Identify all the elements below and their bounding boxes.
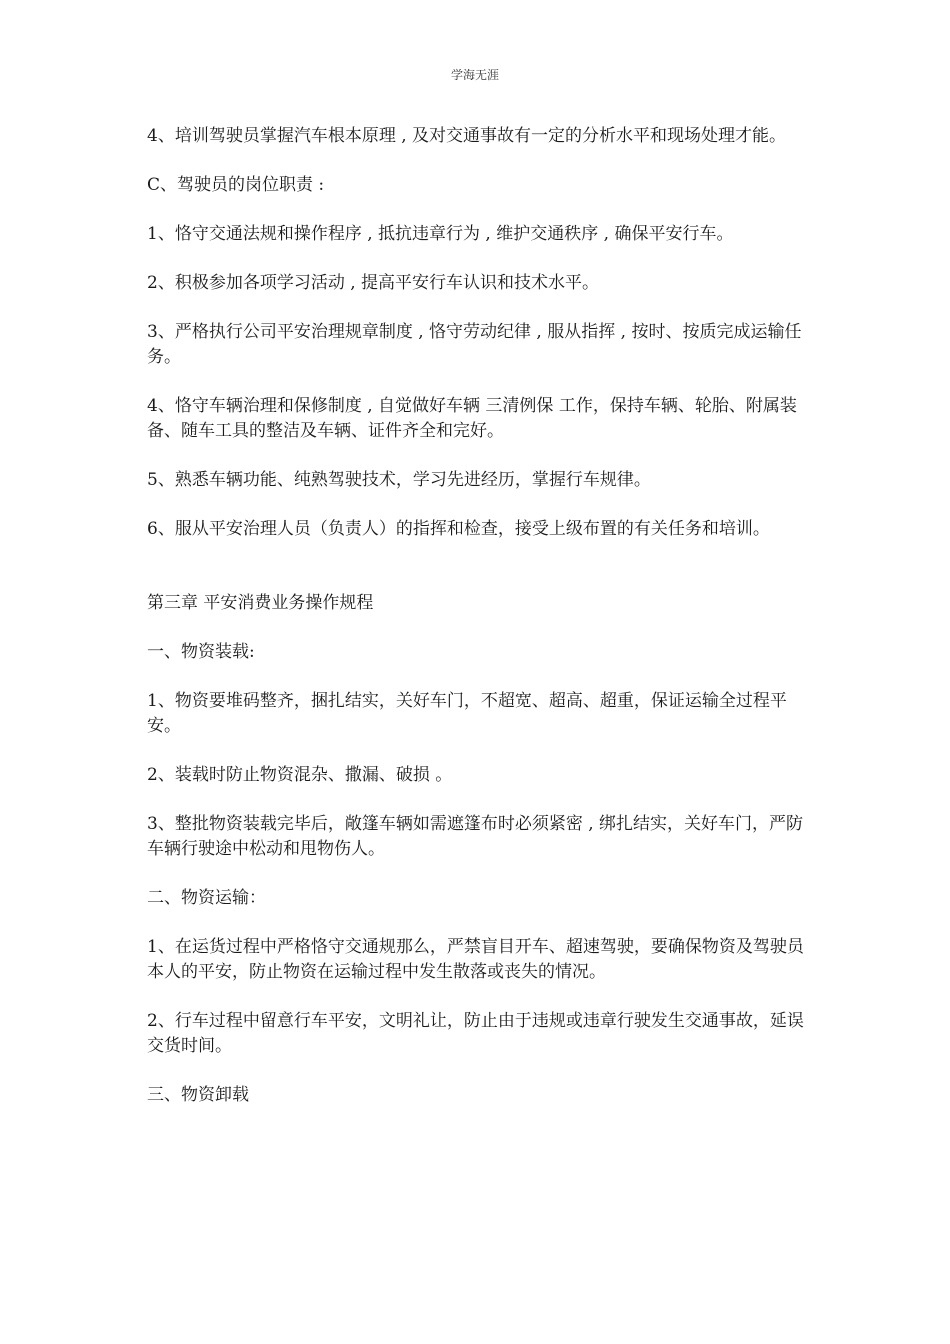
paragraph-driver-training-4: 4、培训驾驶员掌握汽车根本原理 , 及对交通事故有一定的分析水平和现场处理才能。 <box>147 126 787 146</box>
paragraph-duty-2: 2、积极参加各项学习活动 , 提高平安行车认识和技术水平。 <box>147 273 600 293</box>
paragraph-duty-6: 6、服从平安治理人员（负责人）的指挥和检查，接受上级布置的有关任务和培训。 <box>147 519 770 539</box>
section-heading-driver-duties: C、驾驶员的岗位职责 : <box>147 175 325 195</box>
chapter-title: 第三章 平安消费业务操作规程 <box>147 593 374 613</box>
section-heading-transport: 二、物资运输： <box>147 888 266 908</box>
document-body <box>147 124 807 1132</box>
page-header: 学海无涯 <box>450 68 499 82</box>
paragraph-duty-1: 1、恪守交通法规和操作程序 , 抵抗违章行为 , 维护交通秩序 , 确保平安行车。 <box>147 224 734 244</box>
paragraph-loading-2: 2、装载时防止物资混杂、撒漏、破损 。 <box>147 765 453 785</box>
paragraph-loading-3: 3、整批物资装载完毕后，敞篷车辆如需遮篷布时必须紧密 , 绑扎结实，关好车门，严防车辆行驶途中松动和甩物伤人。 <box>147 814 804 859</box>
paragraph-loading-1: 1、物资要堆码整齐，捆扎结实，关好车门，不超宽、超高、超重，保证运输全过程平安。 <box>147 691 787 736</box>
paragraph-transport-1: 1、在运货过程中严格恪守交通规那么，严禁盲目开车、超速驾驶，要确保物资及驾驶员本人的平安，防止物资在运输过程中发生散落或丧失的情况。 <box>147 937 804 982</box>
section-heading-loading: 一、物资装载: <box>147 642 255 662</box>
paragraph-duty-5: 5、熟悉车辆功能、纯熟驾驶技术，学习先进经历，掌握行车规律。 <box>147 470 651 490</box>
section-heading-unloading: 三、物资卸载 <box>147 1085 249 1105</box>
paragraph-duty-3: 3、严格执行公司平安治理规章制度 , 恪守劳动纪律 , 服从指挥 , 按时、按质完成运输任务。 <box>147 322 802 367</box>
paragraph-duty-4: 4、恪守车辆治理和保修制度 , 自觉做好车辆 三清例保 工作，保持车辆、轮胎、附属装备、随车工具的整洁及车辆、证件齐全和完好。 <box>147 396 797 441</box>
paragraph-transport-2: 2、行车过程中留意行车平安，文明礼让，防止由于违规或违章行驶发生交通事故，延误交货时间。 <box>147 1011 804 1056</box>
